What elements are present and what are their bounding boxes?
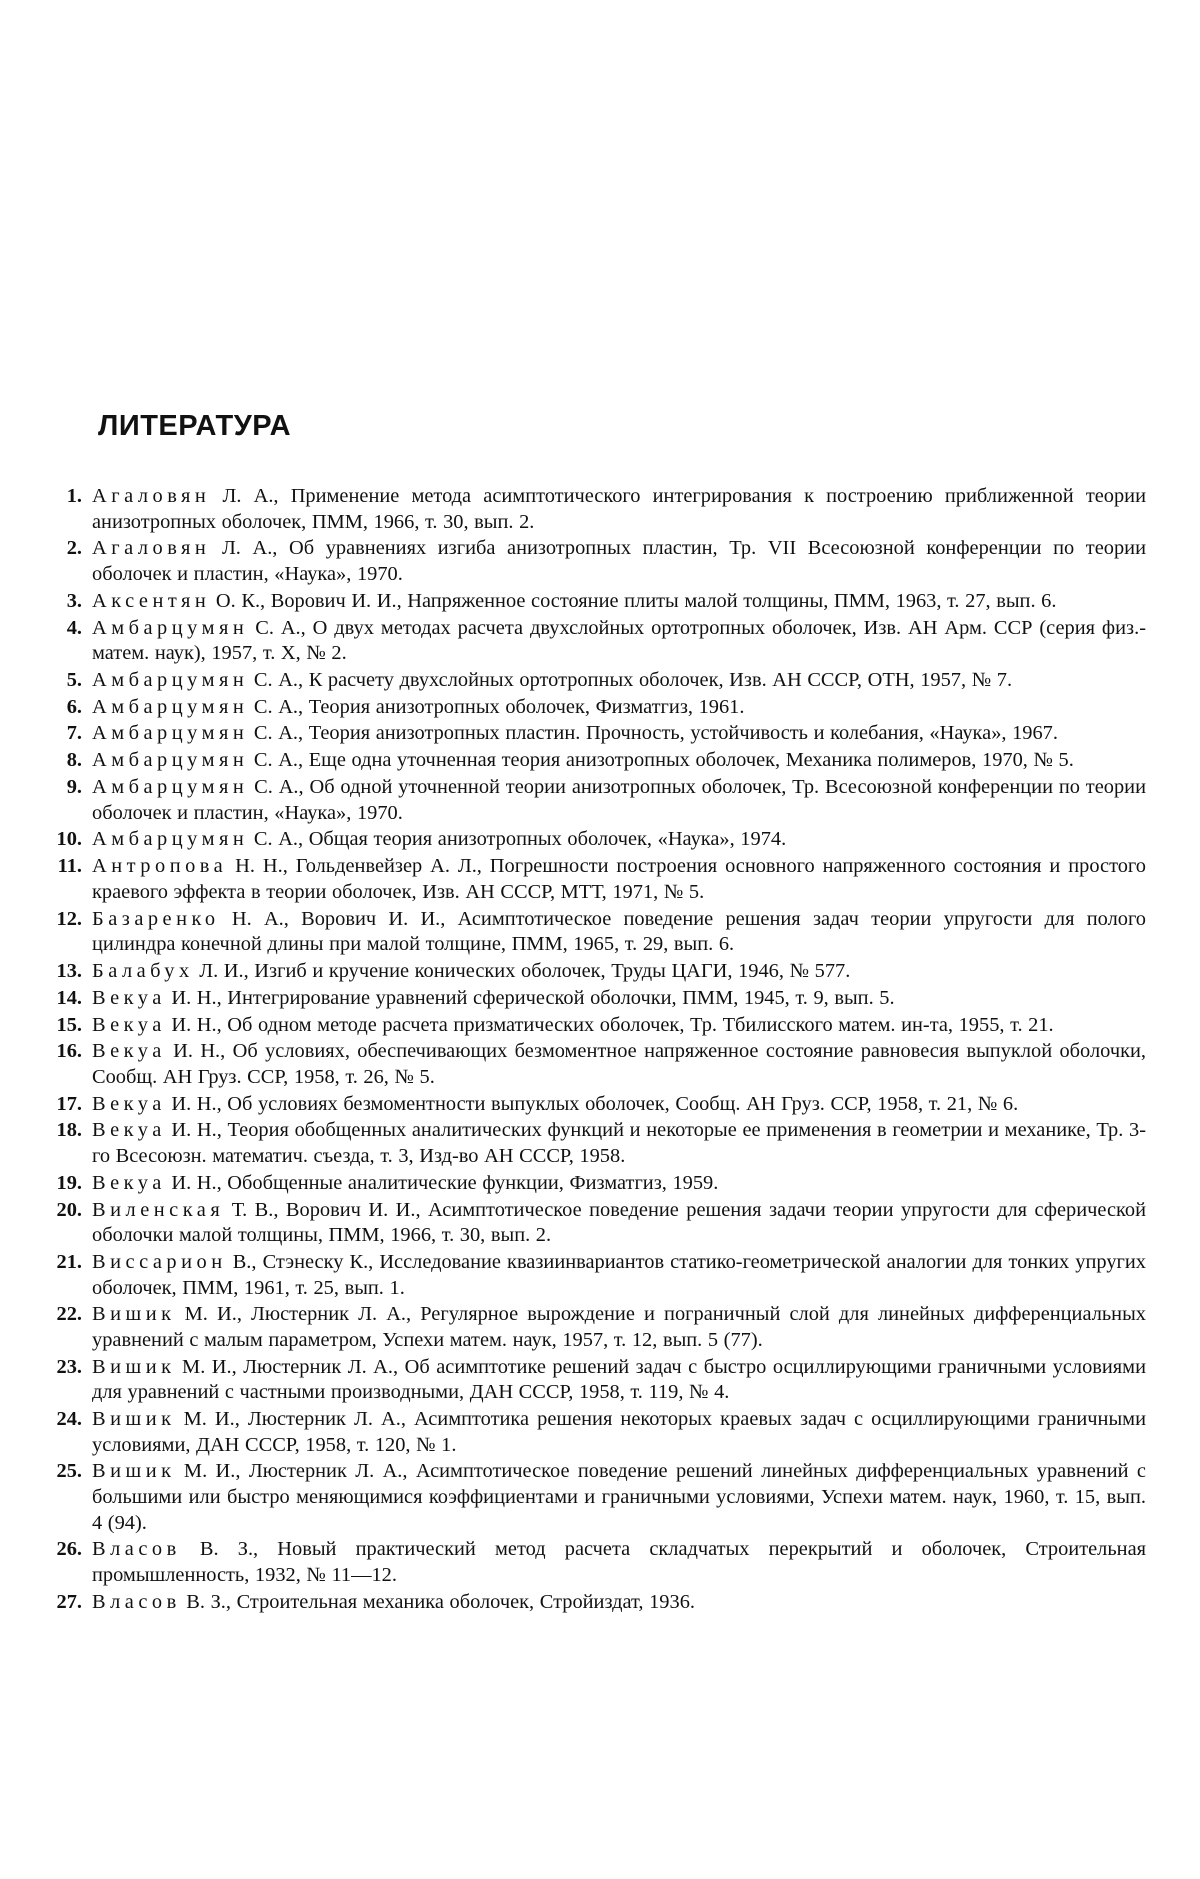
reference-number: 19. — [56, 1171, 82, 1194]
reference-item — [38, 827, 1146, 853]
reference-author: Вишик — [92, 1408, 176, 1431]
reference-text: Т. В., Ворович И. И., Асимптотическое поведение решения задачи теории упругости для сферической оболочки малой толщины, ПММ, 1966, т. 30, вып. 2. — [92, 1198, 1146, 1247]
reference-author: Векуа — [92, 1040, 166, 1063]
reference-author: Аксентян — [92, 589, 211, 612]
reference-number: 5. — [66, 668, 82, 691]
section-heading: ЛИТЕРАТУРА — [98, 410, 292, 442]
reference-author: Вишик — [92, 1355, 176, 1378]
reference-author: Амбарцумян — [92, 722, 249, 745]
reference-text: С. А., Об одной уточненной теории анизотропных оболочек, Тр. Всесоюзной конференции по теории оболочек и пластин, «Наука», 1970. — [92, 776, 1146, 824]
reference-author: Виленская — [92, 1198, 225, 1221]
reference-text: В., Стэнеску К., Исследование квазиинвариантов статико-геометрической аналогии для тонких упругих оболочек, ПММ, 1961, т. 25, вып. 1. — [92, 1250, 1146, 1299]
reference-item — [38, 907, 1146, 958]
reference-author: Векуа — [92, 1119, 166, 1142]
reference-text: Н. Н., Гольденвейзер А. Л., Погрешности построения основного напряженного состояния и простого краевого эффекта в теории оболочек, Изв. АН СССР, МТТ, 1971, № 5. — [92, 855, 1146, 903]
reference-item — [38, 1092, 1146, 1118]
reference-number: 1. — [66, 485, 82, 507]
reference-item — [38, 1302, 1146, 1353]
reference-item — [38, 1250, 1146, 1301]
reference-author: Вишик — [92, 1303, 176, 1326]
reference-author: Векуа — [92, 1013, 166, 1036]
reference-number: 22. — [56, 1303, 82, 1326]
reference-text: Л. А., Применение метода асимптотического интегрирования к построению приближенной теории анизотропных оболочек, ПММ, 1966, т. 30, вып. 2. — [92, 485, 1146, 533]
reference-item — [38, 1590, 1146, 1616]
reference-item — [38, 748, 1146, 774]
reference-number: 7. — [66, 722, 82, 745]
reference-author: Векуа — [92, 1092, 166, 1115]
reference-text: И. Н., Интегрирование уравнений сферической оболочки, ПММ, 1945, т. 9, вып. 5. — [165, 986, 895, 1009]
reference-item — [38, 1039, 1146, 1090]
reference-list — [38, 484, 1146, 1617]
reference-text: С. А., К расчету двухслойных ортотропных оболочек, Изв. АН СССР, ОТН, 1957, № 7. — [248, 668, 1013, 691]
reference-item — [38, 959, 1146, 985]
reference-author: Агаловян — [92, 485, 211, 507]
reference-number: 13. — [56, 959, 82, 982]
reference-number: 15. — [56, 1013, 82, 1036]
reference-number: 8. — [66, 749, 82, 772]
reference-text: М. И., Люстерник Л. А., Асимптотика решения некоторых краевых задач с осциллирующими граничными условиями, ДАН СССР, 1958, т. 120, № 1. — [92, 1408, 1146, 1456]
reference-item — [38, 1171, 1146, 1197]
reference-author: Векуа — [92, 986, 166, 1009]
reference-item — [38, 589, 1146, 615]
reference-item — [38, 536, 1146, 587]
reference-item — [38, 695, 1146, 721]
reference-author: Власов — [92, 1538, 181, 1561]
reference-text: М. И., Люстерник Л. А., Об асимптотике решений задач с быстро осциллирующими граничными условиями для уравнений с частными производными, ДАН СССР, 1958, т. 119, № 4. — [92, 1355, 1146, 1404]
reference-number: 24. — [56, 1408, 82, 1431]
reference-number: 14. — [56, 986, 82, 1009]
reference-item — [38, 1198, 1146, 1249]
reference-author: Векуа — [92, 1171, 166, 1194]
reference-number: 6. — [66, 695, 82, 718]
reference-number: 11. — [57, 855, 82, 878]
reference-text: Л. А., Об уравнениях изгиба анизотропных пластин, Тр. VII Всесоюзной конференции по теории оболочек и пластин, «Наука», 1970. — [92, 537, 1146, 585]
reference-text: С. А., Еще одна уточненная теория анизотропных оболочек, Механика полимеров, 1970, № 5. — [248, 749, 1074, 772]
reference-number: 23. — [56, 1355, 82, 1378]
reference-number: 10. — [56, 828, 82, 851]
reference-number: 18. — [56, 1119, 82, 1142]
reference-author: Амбарцумян — [92, 695, 249, 718]
reference-author: Вишик — [92, 1460, 176, 1483]
reference-item — [38, 775, 1146, 826]
reference-text: В. З., Новый практический метод расчета складчатых перекрытий и оболочек, Строительная промышленность, 1932, № 11—12. — [92, 1538, 1146, 1587]
reference-item — [38, 854, 1146, 905]
reference-number: 4. — [66, 616, 82, 639]
reference-number: 21. — [56, 1250, 82, 1273]
reference-text: С. А., Теория анизотропных оболочек, Физматгиз, 1961. — [248, 695, 745, 718]
reference-item — [38, 1407, 1146, 1458]
reference-text: И. Н., Обобщенные аналитические функции, Физматгиз, 1959. — [165, 1171, 719, 1194]
reference-author: Агаловян — [92, 537, 211, 560]
reference-author: Амбарцумян — [92, 828, 249, 851]
reference-number: 9. — [66, 776, 82, 799]
reference-item — [38, 1013, 1146, 1039]
reference-number: 25. — [56, 1460, 82, 1483]
reference-item — [38, 1537, 1146, 1588]
reference-author: Балабух — [92, 959, 194, 982]
reference-number: 12. — [56, 907, 82, 930]
reference-text: И. Н., Об условиях безмоментности выпуклых оболочек, Сообщ. АН Груз. ССР, 1958, т. 21, № 6. — [165, 1092, 1019, 1115]
reference-author: Амбарцумян — [92, 749, 249, 772]
reference-item — [38, 1355, 1146, 1406]
reference-item — [38, 1459, 1146, 1536]
reference-text: О. К., Ворович И. И., Напряженное состояние плиты малой толщины, ПММ, 1963, т. 27, вып. 6. — [210, 589, 1057, 612]
reference-item — [38, 721, 1146, 747]
reference-text: С. А., Теория анизотропных пластин. Прочность, устойчивость и колебания, «Наука», 1967. — [248, 722, 1058, 745]
reference-text: И. Н., Теория обобщенных аналитических функций и некоторые ее применения в геометрии и механике, Тр. 3-го Всесоюзн. математич. съезда, т. 3, Изд-во АН СССР, 1958. — [92, 1119, 1146, 1168]
reference-author: Амбарцумян — [92, 776, 249, 799]
reference-text: С. А., Общая теория анизотропных оболочек, «Наука», 1974. — [248, 828, 787, 851]
reference-item — [38, 1118, 1146, 1169]
reference-text: Н. А., Ворович И. И., Асимптотическое поведение решения задач теории упругости для полого цилиндра конечной длины при малой толщине, ПММ, 1965, т. 29, вып. 6. — [92, 907, 1146, 956]
reference-author: Амбарцумян — [92, 668, 249, 691]
reference-item — [38, 986, 1146, 1012]
reference-number: 17. — [56, 1092, 82, 1115]
reference-number: 20. — [56, 1198, 82, 1221]
reference-text: Л. И., Изгиб и кручение конических оболочек, Труды ЦАГИ, 1946, № 577. — [193, 959, 851, 982]
reference-text: М. И., Люстерник Л. А., Асимптотическое поведение решений линейных дифференциальных уравнений с большими или быстро меняющимися коэффициентами и граничными условиями, Успехи матем. наук, 1960, т. 15, вып. 4 (94). — [92, 1460, 1146, 1534]
reference-number: 3. — [66, 589, 82, 612]
reference-author: Амбарцумян — [92, 616, 249, 639]
reference-number: 26. — [56, 1538, 82, 1561]
reference-number: 27. — [56, 1590, 82, 1613]
reference-author: Антропова — [92, 855, 228, 878]
reference-author: Виссарион — [92, 1250, 227, 1273]
reference-author: Власов — [92, 1590, 181, 1613]
reference-text: В. З., Строительная механика оболочек, Стройиздат, 1936. — [180, 1590, 695, 1613]
reference-item — [38, 616, 1146, 667]
reference-author: Базаренко — [92, 907, 220, 930]
reference-text: И. Н., Об условиях, обеспечивающих безмоментное напряженное состояние равновесия выпуклой оболочки, Сообщ. АН Груз. ССР, 1958, т. 26, № 5. — [92, 1040, 1146, 1088]
reference-text: С. А., О двух методах расчета двухслойных ортотропных оболочек, Изв. АН Арм. ССР (серия физ.-матем. наук), 1957, т. X, № 2. — [92, 616, 1146, 665]
reference-text: И. Н., Об одном методе расчета призматических оболочек, Тр. Тбилисского матем. ин-та, 1955, т. 21. — [165, 1013, 1054, 1036]
reference-number: 16. — [56, 1040, 82, 1063]
reference-item — [38, 484, 1146, 535]
reference-number: 2. — [66, 537, 82, 560]
reference-item — [38, 668, 1146, 694]
reference-text: М. И., Люстерник Л. А., Регулярное вырождение и пограничный слой для линейных дифференциальных уравнений с малым параметром, Успехи матем. наук, 1957, т. 12, вып. 5 (77). — [92, 1303, 1146, 1351]
